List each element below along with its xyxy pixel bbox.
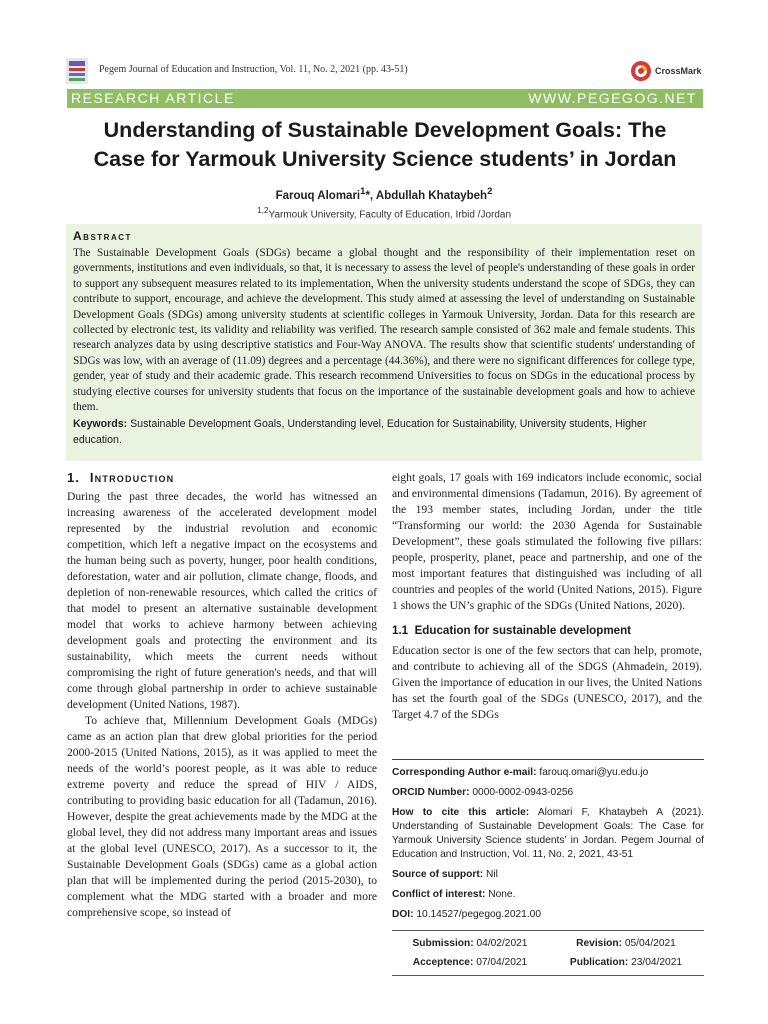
citation-label: How to cite this article: <box>392 807 530 818</box>
author-name: Farouq Alomari <box>275 189 361 202</box>
paragraph: To achieve that, Millennium Development Goals (MDGs) came as an action plan that drew global priorities for the period 2000-2015 (United Nations, 2015), as it was applied to meet the needs of the world’s poorest people, as it was able to reduce extreme poverty and reduce the spread of HIV / AIDS, contributing to providing basic education for all (Tadamun, 2016). However, despite the great achievements made by the MDG at the global level, they did not address many important areas and issues at the global level (UNESCO, 2017). As a successor to it, the Sustainable Development Goals (SDGs) came as a global action plan that will be implemented during the period (2015-2030), to complement what the MDG started with a broader and more comprehensive scope, so instead of <box>67 714 377 919</box>
date-table <box>392 930 704 976</box>
subsection-title: Education for sustainable development <box>414 624 632 637</box>
subsection-number: 1.1 <box>392 624 409 637</box>
orcid-label: ORCID Number: <box>392 787 470 798</box>
citation-text: Alomari F, Khataybeh A (2021). Understanding of Sustainable Development Goals: The Case for Yarmouk University Science students’ in Jordan. Pegem Journal of Education and Instruction, Vol. 11, No. 2, 2021, 43-51 <box>392 807 705 860</box>
revision-date <box>548 934 704 953</box>
section-heading-introduction <box>67 470 377 485</box>
publication-label: Publication: <box>569 957 629 968</box>
corresponding-email <box>392 766 704 780</box>
support-value: Nil <box>485 869 498 880</box>
crossmark-badge[interactable] <box>630 60 702 82</box>
revision-value: 05/04/2021 <box>624 938 676 949</box>
submission-date <box>392 934 548 953</box>
orcid <box>392 786 704 800</box>
crossmark-label: CrossMark <box>655 66 702 76</box>
affiliation-text: Yarmouk University, Faculty of Education, Irbid /Jordan <box>268 209 512 221</box>
affiliation <box>0 205 768 220</box>
author-affil-sup: 2 <box>487 186 493 197</box>
doi-label: DOI: <box>392 909 414 920</box>
article-title <box>40 116 730 174</box>
article-info-box <box>392 759 704 976</box>
section-title: Introduction <box>89 470 175 485</box>
orcid-link[interactable]: 0000-0002-0943-0256 <box>472 787 574 798</box>
right-column <box>392 470 702 723</box>
source-of-support <box>392 868 704 882</box>
acceptance-label: Acceptence: <box>412 957 474 968</box>
publication-date <box>548 953 704 972</box>
journal-website-link[interactable]: WWW.PEGEGOG.NET <box>528 90 697 106</box>
conflict-of-interest <box>392 888 704 902</box>
doi-link[interactable]: 10.14527/pegegog.2021.00 <box>416 909 541 920</box>
publication-value: 23/04/2021 <box>631 957 683 968</box>
author-affil-sup: 1 <box>360 186 366 197</box>
keywords <box>73 417 695 448</box>
paragraph: Education sector is one of the few sectors that can help, promote, and contribute to achieving all of the SDGS (Ahmadein, 2019). Given the importance of education in our lives, the United Nations has set the fourth goal of the SDGs (UNESCO, 2017), and the Target 4.7 of the SDGs <box>392 644 702 721</box>
article-type-label: RESEARCH ARTICLE <box>71 90 235 106</box>
conflict-value: None. <box>488 889 516 900</box>
journal-logo <box>66 58 88 84</box>
acceptance-date <box>392 953 548 972</box>
article-type-banner <box>67 89 703 108</box>
citation <box>392 806 704 862</box>
support-label: Source of support: <box>392 869 484 880</box>
date-row <box>392 953 704 972</box>
abstract-box <box>66 224 702 461</box>
section-number: 1. <box>67 470 81 485</box>
doi <box>392 908 704 922</box>
date-row <box>392 934 704 953</box>
title-line-2: Case for Yarmouk University Science students’ in Jordan <box>93 147 677 171</box>
abstract-heading: Abstract <box>73 229 132 243</box>
corresponding-mark: *, <box>365 189 376 202</box>
subsection-heading <box>392 624 702 637</box>
title-line-1: Understanding of Sustainable Development Goals: The <box>103 118 667 142</box>
submission-value: 04/02/2021 <box>476 938 528 949</box>
conflict-label: Conflict of interest: <box>392 889 486 900</box>
paragraph: During the past three decades, the world has witnessed an increasing awareness of the accelerated development model represented by the industrial revolution and economic competition, which left a negative impact on the ecosystems and the human being such as poverty, hunger, poor health conditions, deforestation, water and air pollution, climate change, floods, and depletion of non-renewable resources, which called the critics of that model to present an alternative sustainable development model that works to achieve harmony between achieving development goals and protecting the environment and its sustainability, which meets the current needs without compromising the right of future generation's needs, and that will come through global partnership in order to achieve sustainable development (United Nations, 1987). <box>67 490 377 711</box>
acceptance-value: 07/04/2021 <box>476 957 528 968</box>
email-link[interactable]: farouq.omari@yu.edu.jo <box>539 767 649 778</box>
paragraph: eight goals, 17 goals with 169 indicators include economic, social and environmental dimensions (Tadamun, 2016). By agreement of the 193 member states, including Jordan, under the title “Transforming our world: the 2030 Agenda for Sustainable Development”, these goals stimulated the following five pillars: people, prosperity, planet, peace and partnership, and one of the most important features that distinguished was including of all countries and peoples of the world (United Nations, 2015). Figure 1 shows the UN’s graphic of the SDGs (United Nations, 2020). <box>392 471 702 612</box>
revision-label: Revision: <box>576 938 622 949</box>
journal-citation-line: Pegem Journal of Education and Instruction, Vol. 11, No. 2, 2021 (pp. 43-51) <box>99 64 408 75</box>
email-label: Corresponding Author e-mail: <box>392 767 537 778</box>
keywords-label: Keywords: <box>73 418 128 431</box>
abstract-body: The Sustainable Development Goals (SDGs) became a global thought and the responsibility of their implementation reset on governments, institutions and even individuals, so that, it is necessary to assess the level of people's understanding of these goals in order to support any subsequent measures related to its implementation, When the university students understand the scope of SDGs, they can contribute to support, encourage, and achieve the development. This study aimed at assessing the level of understanding on Sustainable Development Goals (SDGs) among university students at scientific colleges in Yarmouk University, Jordan. Data for this research are collected by electronic test, its validity and reliability was verified. The research sample consisted of 362 male and female students. This research analyzes data by using descriptive statistics and Four-Way ANOVA. The results show that scientific students' understanding of SDGs was low, with an average of (11.09) degrees and a percentage (44.36%), and there were no significant differences for college type, gender, year of study and their academic grade. This research recommend Universities to focus on SDGs in the educational process by studying elective courses for university students that focus on the importance of the sustainable development goals and how to achieve them. <box>73 247 695 414</box>
author-list <box>0 186 768 202</box>
crossmark-icon <box>630 60 652 82</box>
affiliation-sup: 1,2 <box>256 205 269 215</box>
author-name: Abdullah Khataybeh <box>375 189 488 202</box>
keywords-text: Sustainable Development Goals, Understanding level, Education for Sustainability, University students, Higher education. <box>73 418 647 446</box>
left-column <box>67 470 377 921</box>
divider <box>392 759 704 760</box>
submission-label: Submission: <box>412 938 474 949</box>
